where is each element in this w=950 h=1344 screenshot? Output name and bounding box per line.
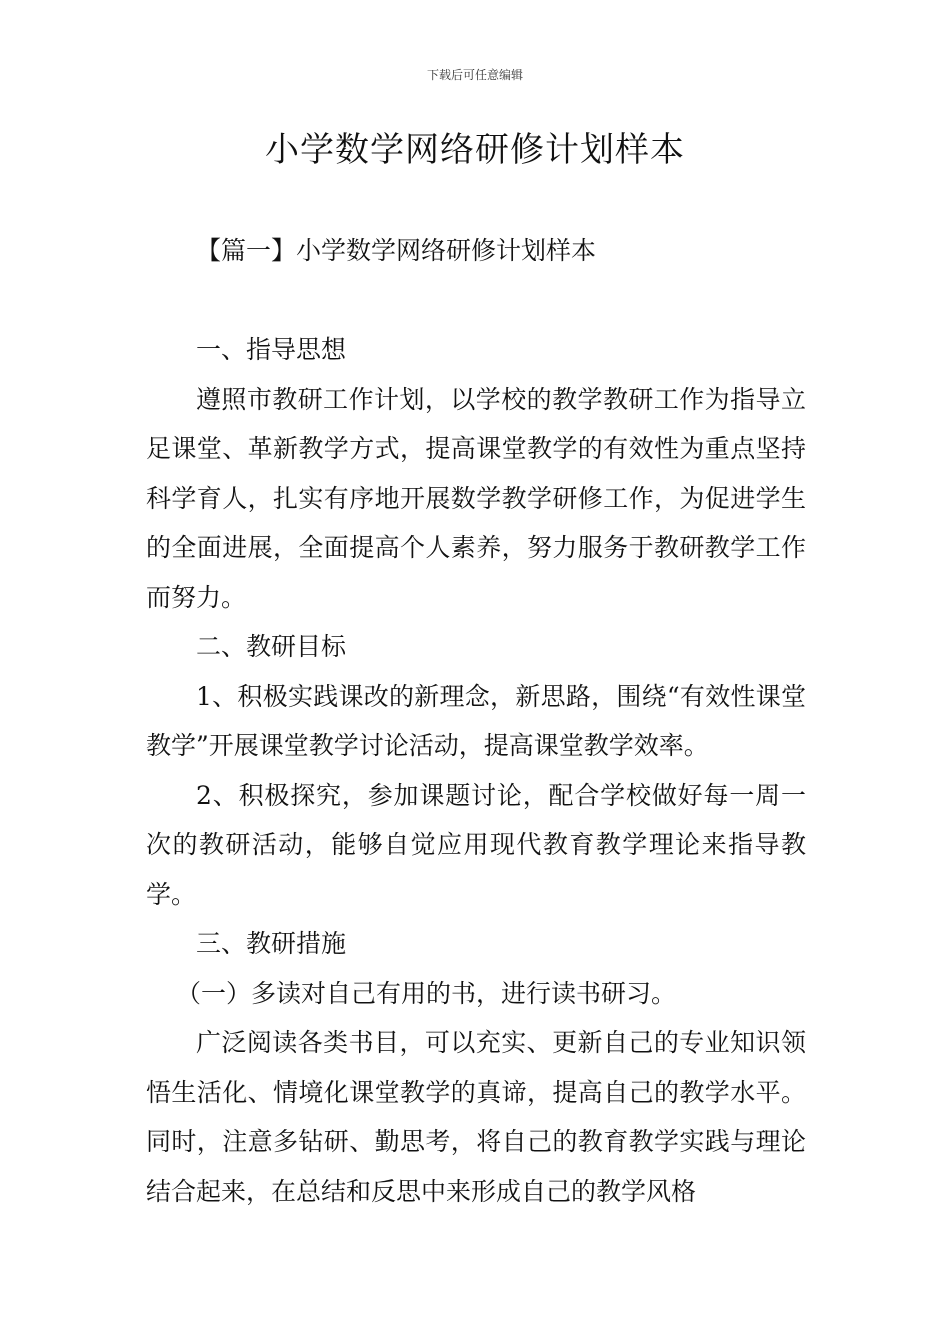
paragraph-reading: 广泛阅读各类书目，可以充实、更新自己的专业知识领悟生活化、情境化课堂教学的真谛，提高自己的教学水平。同时，注意多钻研、勤思考，将自己的教育教学实践与理论结合起来，在总结和反思中来形成自己的教学风格 (146, 1028, 806, 1206)
paragraph-goal-1: 1、积极实践课改的新理念，新思路，围绕“有效性课堂教学”开展课堂教学讨论活动，提高课堂教学效率。 (146, 681, 806, 760)
heading-guiding-thought: 一、指导思想 (196, 335, 347, 364)
heading-research-measures: 三、教研措施 (196, 929, 347, 958)
paragraph-goal-2: 2、积极探究，参加课题讨论，配合学校做好每一周一次的教研活动，能够自觉应用现代教育教学理论来指导教学。 (146, 780, 806, 909)
paragraph-guiding-thought: 遵照市教研工作计划，以学校的教学教研工作为指导立足课堂、革新教学方式，提高课堂教学的有效性为重点坚持科学育人，扎实有序地开展数学教学研修工作，为促进学生的全面进展，全面提高个人素养，努力服务于教研教学工作而努力。 (146, 384, 806, 612)
document-title: 小学数学网络研修计划样本 (265, 130, 685, 170)
subheading-reading: （一）多读对自己有用的书，进行读书研习。 (176, 978, 677, 1008)
document-body (146, 325, 806, 1216)
heading-research-goals: 二、教研目标 (196, 632, 347, 661)
header-note: 下载后可任意编辑 (426, 68, 523, 82)
section-subtitle: 【篇一】小学数学网络研修计划样本 (196, 236, 597, 265)
